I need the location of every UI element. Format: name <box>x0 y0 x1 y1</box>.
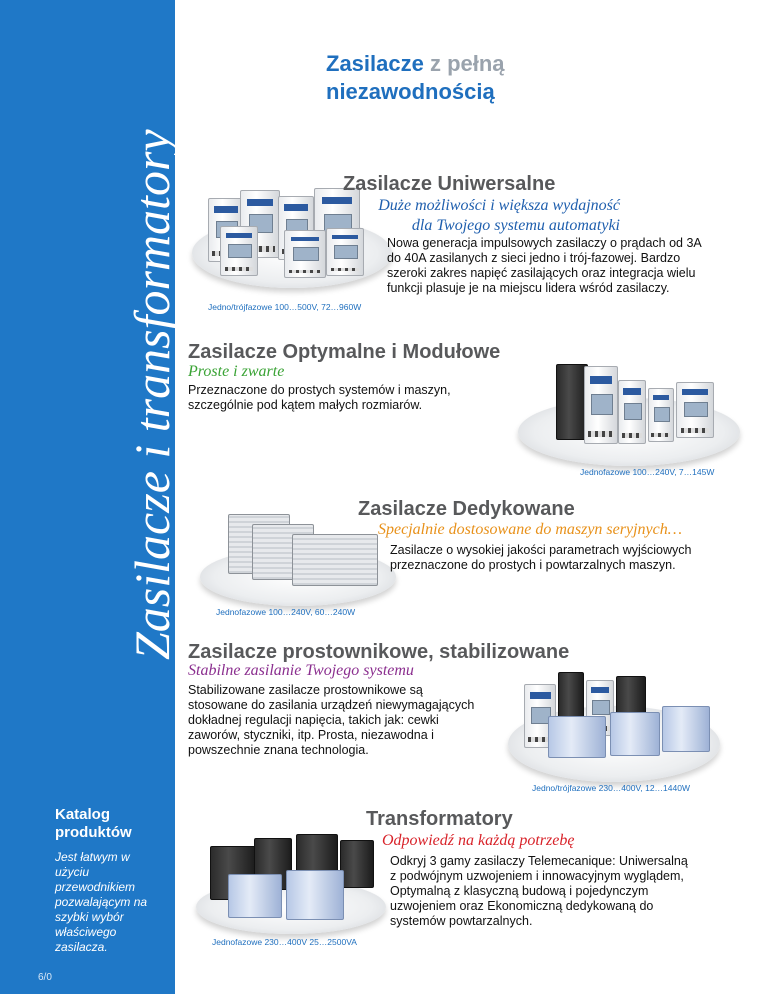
device-icon <box>284 230 326 278</box>
sidebar <box>0 0 180 994</box>
section-body: Zasilacze o wysokiej jakości parametrach wyjściowych przeznaczone do prostych i powtarzalnych maszyn. <box>390 543 692 572</box>
section-subheading: Odpowiedź na każdą potrzebę <box>382 832 575 849</box>
section-caption: Jednofazowe 230…400V 25…2500VA <box>212 937 357 947</box>
device-icon <box>558 672 584 722</box>
section-heading: Zasilacze Dedykowane <box>358 498 575 520</box>
section-subheading: Stabilne zasilanie Twojego systemu <box>188 662 414 679</box>
section-body: Stabilizowane zasilacze prostownikowe są stosowane do zasilania urządzeń niewymagających dokładnej regulacji napięcia, takich jak: cewki zaworów, styczniki, itp. Prosta, niezawodna i powszechnie znana technologia. <box>188 683 475 757</box>
catalog-title: Katalog produktów <box>55 806 132 841</box>
section-body: Przeznaczone do prostych systemów i maszyn, szczególnie pod kątem małych rozmiarów. <box>188 383 451 412</box>
section-caption: Jednofazowe 100…240V, 7…145W <box>580 467 715 477</box>
device-icon <box>584 366 618 444</box>
section-subheading: Specjalnie dostosowane do maszyn seryjnych… <box>378 521 682 538</box>
section-heading: Transformatory <box>366 808 513 830</box>
section-subheading: Duże możliwości i większa wydajność dla Twojego systemu automatyki <box>378 197 620 234</box>
section-subheading: Proste i zwarte <box>188 363 285 380</box>
page-title <box>326 50 505 106</box>
device-icon <box>326 228 364 276</box>
catalog-description: Jest łatwym w użyciu przewodnikiem pozwalającym na szybki wybór właściwego zasilacza. <box>55 850 148 954</box>
device-icon <box>548 716 606 758</box>
device-icon <box>648 388 674 442</box>
section-heading: Zasilacze prostownikowe, stabilizowane <box>188 641 570 663</box>
section-caption: Jedno/trójfazowe 100…500V, 72…960W <box>208 302 362 312</box>
section-heading: Zasilacze Optymalne i Modułowe <box>188 341 501 363</box>
device-icon <box>220 226 258 276</box>
device-icon <box>340 840 374 888</box>
page-title-part1: Zasilacze <box>326 51 424 76</box>
page-title-line2: niezawodnością <box>326 79 495 104</box>
section-body: Odkryj 3 gamy zasilaczy Telemecanique: Uniwersalną z podwójnym uzwojeniem i innowacyjnym wyglądem, Optymalną z klasyczną budową i pojedynczym uzwojeniem oraz Ekonomiczną dedykowaną do systemów powtarzalnych. <box>390 854 688 928</box>
device-icon <box>610 712 660 756</box>
device-icon <box>228 874 282 918</box>
section-caption: Jedno/trójfazowe 230…400V, 12…1440W <box>532 783 690 793</box>
section-heading: Zasilacze Uniwersalne <box>343 173 556 195</box>
page-number: 6/0 <box>38 972 52 983</box>
device-icon <box>662 706 710 752</box>
section-body: Nowa generacja impulsowych zasilaczy o prądach od 3A do 40A zasilanych z sieci jedno i trój-fazowej. Bardzo szeroki zakres napięć zasilających oraz integracja wielu funkcji plasuje je na miejscu lidera wśród zasilaczy. <box>387 236 702 295</box>
sidebar-vertical-title: Zasilacze i transformatory <box>124 129 180 660</box>
section-caption: Jednofazowe 100…240V, 60…240W <box>216 607 356 617</box>
device-icon <box>676 382 714 438</box>
page-title-part2: z pełną <box>423 51 505 76</box>
device-icon <box>292 534 378 586</box>
device-icon <box>618 380 646 444</box>
device-icon <box>286 870 344 920</box>
